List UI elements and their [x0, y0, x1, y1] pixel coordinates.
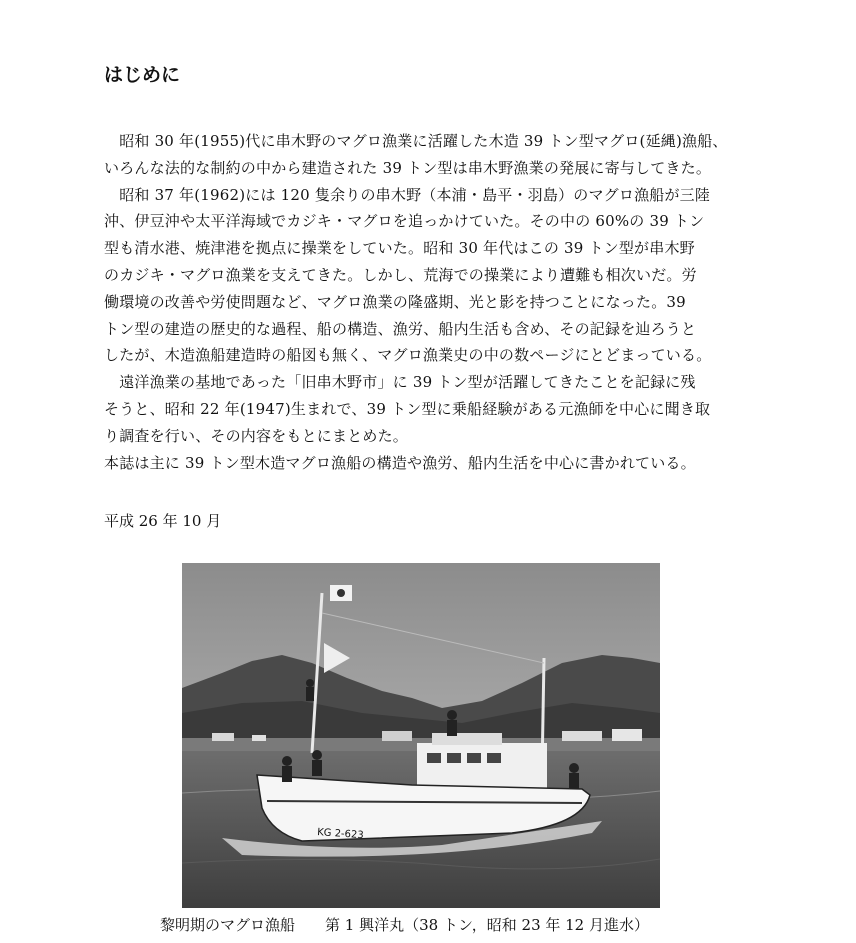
- body-line: そうと、昭和 22 年(1947)生まれで、39 トン型に乗船経験がある元漁師を中心に聞き取: [104, 399, 711, 418]
- document-date: 平成 26 年 10 月: [104, 512, 222, 530]
- body-line: トン型の建造の歴史的な過程、船の構造、漁労、船内生活も含め、その記録を辿ろうと: [104, 319, 697, 338]
- body-line: り調査を行い、その内容をもとにまとめた。: [104, 426, 409, 445]
- body-line: したが、木造漁船建造時の船図も無く、マグロ漁業史の中の数ページにとどまっている。: [104, 346, 712, 365]
- caption-right: 第 1 興洋丸（38 トン，昭和 23 年 12 月進水）: [325, 916, 649, 934]
- body-line: 働環境の改善や労使問題など、マグロ漁業の隆盛期、光と影を持つことになった。39: [104, 292, 686, 311]
- fishing-boat-photo: [182, 563, 660, 908]
- body-line: 昭和 37 年(1962)には 120 隻余りの串木野（本浦・島平・羽島）のマグロ漁船が三陸: [104, 185, 711, 204]
- page-heading: はじめに: [104, 64, 181, 86]
- body-line: いろんな法的な制約の中から建造された 39 トン型は串木野漁業の発展に寄与してきた。: [104, 158, 712, 177]
- body-line: 遠洋漁業の基地であった「旧串木野市」に 39 トン型が活躍してきたことを記録に残: [104, 373, 696, 392]
- body-line: 昭和 30 年(1955)代に串木野のマグロ漁業に活躍した木造 39 トン型マグロ(延縄)漁船、: [104, 132, 728, 150]
- boat-photo-illustration: [182, 563, 660, 908]
- caption-left: 黎明期のマグロ漁船: [160, 916, 296, 934]
- photo-caption: [160, 914, 649, 936]
- body-line: のカジキ・マグロ漁業を支えてきた。しかし、荒海での操業により遭難も相次いだ。労: [104, 265, 697, 284]
- body-line: 沖、伊豆沖や太平洋海域でカジキ・マグロを追っかけていた。その中の 60%の 39 トン: [104, 212, 705, 231]
- body-text: [104, 128, 764, 476]
- body-line: 型も清水港、焼津港を拠点に操業をしていた。昭和 30 年代はこの 39 トン型が串木野: [104, 239, 695, 258]
- hull-marking: KG 2-623: [316, 827, 364, 842]
- body-line: 本誌は主に 39 トン型木造マグロ漁船の構造や漁労、船内生活を中心に書かれている。: [104, 453, 696, 472]
